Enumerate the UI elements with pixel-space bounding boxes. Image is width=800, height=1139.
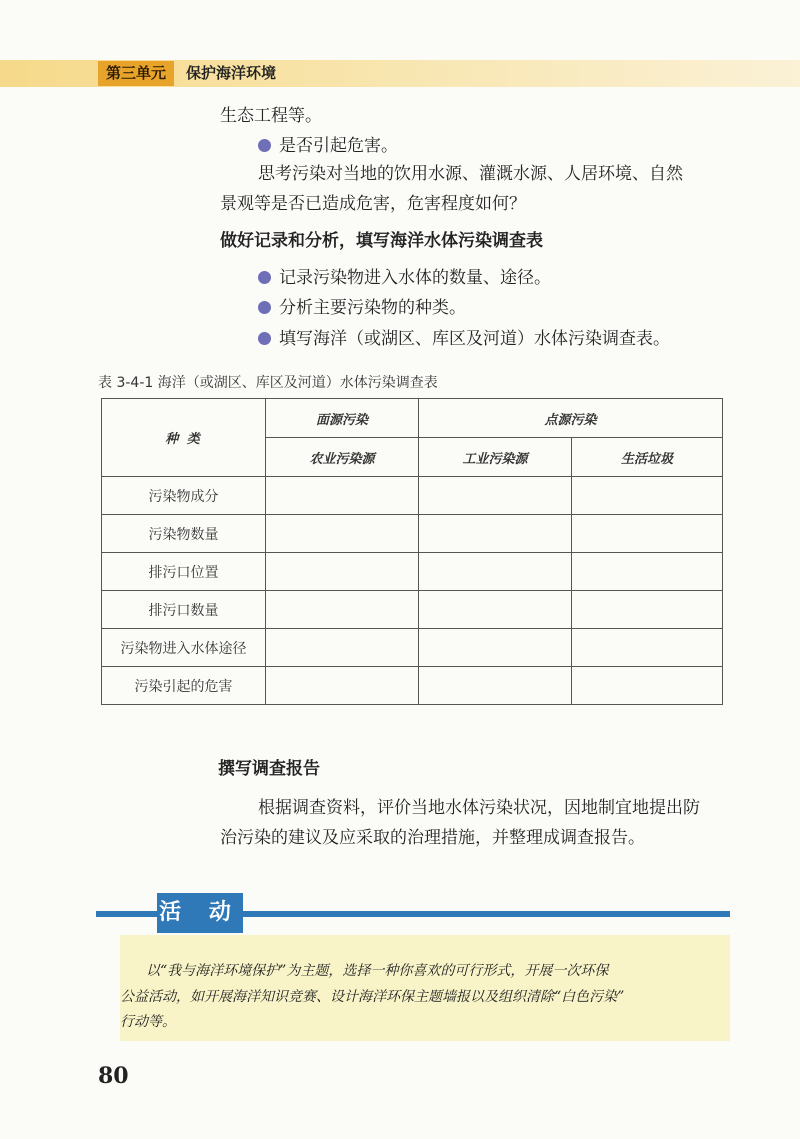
bullet-dot-icon	[258, 301, 271, 314]
table-cell[interactable]	[419, 629, 572, 667]
table-cell[interactable]	[419, 515, 572, 553]
body-text-line: 思考污染对当地的饮用水源、灌溉水源、人居环境、自然	[258, 164, 683, 184]
row-label: 污染引起的危害	[102, 667, 266, 705]
table-cell[interactable]	[572, 629, 723, 667]
section-heading: 做好记录和分析，填写海洋水体污染调查表	[220, 231, 543, 251]
table-row	[102, 591, 723, 629]
bullet-dot-icon	[258, 332, 271, 345]
row-label: 排污口位置	[102, 553, 266, 591]
table-cell[interactable]	[572, 515, 723, 553]
bullet-item	[258, 266, 551, 290]
table-cell[interactable]	[266, 591, 419, 629]
table-cell[interactable]	[572, 591, 723, 629]
table-cell[interactable]	[572, 553, 723, 591]
table-cell[interactable]	[419, 591, 572, 629]
group-header: 点源污染	[419, 399, 723, 438]
row-label: 污染物数量	[102, 515, 266, 553]
table-row	[102, 477, 723, 515]
activity-text-line: 以“我与海洋环境保护”为主题，选择一种你喜欢的可行形式，开展一次环保	[146, 963, 609, 979]
unit-label: 第三单元	[98, 61, 174, 86]
bullet-text: 记录污染物进入水体的数量、途径。	[279, 268, 551, 288]
pollution-survey-table	[101, 398, 723, 705]
body-text-line: 景观等是否已造成危害，危害程度如何？	[220, 194, 526, 214]
bullet-item	[258, 134, 398, 158]
group-header: 面源污染	[266, 399, 419, 438]
bullet-dot-icon	[258, 271, 271, 284]
table-cell[interactable]	[266, 477, 419, 515]
row-label: 排污口数量	[102, 591, 266, 629]
bullet-item	[258, 327, 670, 351]
body-text-line: 生态工程等。	[220, 106, 322, 126]
column-header: 工业污染源	[419, 438, 572, 477]
activity-label: 活 动	[157, 893, 243, 933]
row-label: 污染物进入水体途径	[102, 629, 266, 667]
column-header: 农业污染源	[266, 438, 419, 477]
body-text-line: 根据调查资料，评价当地水体污染状况，因地制宜地提出防	[258, 798, 700, 818]
table-cell[interactable]	[572, 667, 723, 705]
page-number: 80	[98, 1063, 129, 1089]
table-row	[102, 515, 723, 553]
table-cell[interactable]	[266, 667, 419, 705]
table-cell[interactable]	[419, 667, 572, 705]
body-text-line: 治污染的建议及应采取的治理措施，并整理成调查报告。	[220, 828, 645, 848]
bullet-text: 填写海洋（或湖区、库区及河道）水体污染调查表。	[279, 329, 670, 349]
table-cell[interactable]	[419, 553, 572, 591]
bullet-item	[258, 296, 466, 320]
table-row	[102, 553, 723, 591]
activity-text-line: 公益活动，如开展海洋知识竞赛、设计海洋环保主题墙报以及组织清除“白色污染”	[120, 989, 625, 1005]
activity-text-line: 行动等。	[120, 1014, 176, 1030]
table-cell[interactable]	[266, 629, 419, 667]
table-row	[102, 629, 723, 667]
column-header: 生活垃圾	[572, 438, 723, 477]
table-cell[interactable]	[419, 477, 572, 515]
bullet-text: 分析主要污染物的种类。	[279, 298, 466, 318]
unit-title: 保护海洋环境	[186, 64, 277, 82]
table-cell[interactable]	[266, 553, 419, 591]
table-corner-header: 种 类	[102, 399, 266, 477]
row-label: 污染物成分	[102, 477, 266, 515]
table-row	[102, 667, 723, 705]
bullet-text: 是否引起危害。	[279, 136, 398, 156]
table-cell[interactable]	[572, 477, 723, 515]
bullet-dot-icon	[258, 139, 271, 152]
section-heading: 撰写调查报告	[218, 759, 320, 779]
table-cell[interactable]	[266, 515, 419, 553]
table-caption: 表 3-4-1 海洋（或湖区、库区及河道）水体污染调查表	[98, 375, 438, 391]
